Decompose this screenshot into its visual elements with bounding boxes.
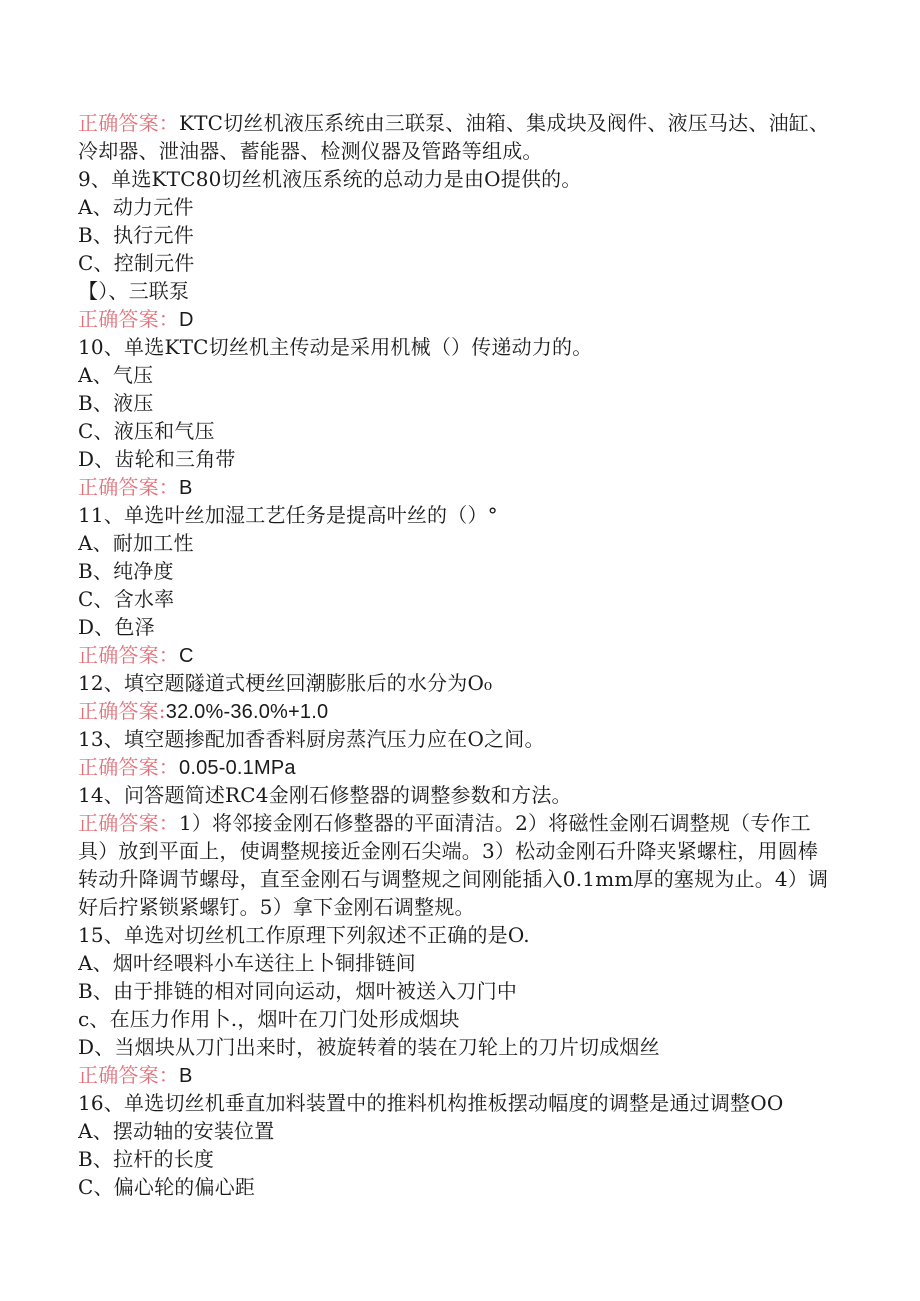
question-9: 9、单选KTC80切丝机液压系统的总动力是由O提供的。 [78,167,582,191]
option-15-a: A、烟叶经喂料小车送往上卜铜排链间 [78,951,416,975]
option-16-c: C、偏心轮的偏心距 [78,1175,256,1199]
answer-11 [78,641,838,669]
answer-12 [78,697,838,725]
option-15-c: c、在压力作用卜.，烟叶在刀门处形成烟块 [78,1007,460,1031]
answer-label: 正确答案： [78,643,179,667]
answer-label: 正确答案： [78,811,179,835]
option-15-d: D、当烟块从刀门出来时，被旋转着的装在刀轮上的刀片切成烟丝 [78,1035,660,1059]
answer-14 [78,809,838,921]
option-16-b: B、拉杆的长度 [78,1147,215,1171]
answer-label: 正确答案: [78,699,166,723]
answer-value: C [179,645,194,667]
option-10-d: D、齿轮和三角带 [78,447,236,471]
option-15-b: B、由于排链的相对同向运动，烟叶被送入刀门中 [78,979,518,1003]
option-9-b: B、执行元件 [78,223,194,247]
option-9-d: 【）、三联泵 [78,279,190,303]
answer-15 [78,1061,838,1089]
answer-label: 正确答案： [78,755,179,779]
option-9-a: A、动力元件 [78,195,194,219]
option-16-a: A、摆动轴的安装位置 [78,1119,275,1143]
answer-value: B [179,1065,193,1087]
question-10: 10、单选KTC切丝机主传动是采用机械（）传递动力的。 [78,335,593,359]
answer-value: 32.0%-36.0%+1.0 [165,701,329,723]
question-12: 12、填空题隧道式梗丝回潮膨胀后的水分为O₀ [78,671,493,695]
answer-13 [78,753,838,781]
answer-text: 1）将邻接金刚石修整器的平面清洁。2）将磁性金刚石调整规（专作工具）放到平面上，使调整规接近金刚石尖端。3）松动金刚石升降夹紧螺柱，用圆棒转动升降调节螺母，直至金刚石与调整规之间刚能插入0.1mm厚的塞规为止。4）调好后拧紧锁紧螺钉。5）拿下金刚石调整规。 [78,811,829,919]
question-11: 11、单选叶丝加湿工艺任务是提高叶丝的（）° [78,503,498,527]
answer-10 [78,473,838,501]
answer-value: B [179,477,193,499]
answer-text: KTC切丝机液压系统由三联泵、油箱、集成块及阀件、液压马达、油缸、冷却器、泄油器、蓄能器、检测仪器及管路等组成。 [78,111,830,163]
option-10-c: C、液压和气压 [78,419,215,443]
option-10-b: B、液压 [78,391,154,415]
option-11-d: D、色泽 [78,615,155,639]
document-page [78,109,838,1201]
answer-value: D [179,309,194,331]
question-16: 16、单选切丝机垂直加料装置中的推料机构推板摆动幅度的调整是通过调整OO [78,1091,784,1115]
question-13: 13、填空题掺配加香香料厨房蒸汽压力应在O之间。 [78,727,545,751]
option-11-a: A、耐加工性 [78,531,194,555]
answer-paragraph [78,109,838,165]
answer-label: 正确答案： [78,1063,179,1087]
answer-label: 正确答案： [78,475,179,499]
option-10-a: A、气压 [78,363,154,387]
question-15: 15、单选对切丝机工作原理下列叙述不正确的是O. [78,923,530,947]
option-11-b: B、纯净度 [78,559,174,583]
option-11-c: C、含水率 [78,587,175,611]
answer-value: 0.05-0.1MPa [179,757,296,779]
answer-label: 正确答案： [78,307,179,331]
option-9-c: C、控制元件 [78,251,195,275]
question-14: 14、问答题简述RC4金刚石修整器的调整参数和方法。 [78,783,572,807]
answer-9 [78,305,838,333]
answer-label: 正确答案： [78,111,179,135]
